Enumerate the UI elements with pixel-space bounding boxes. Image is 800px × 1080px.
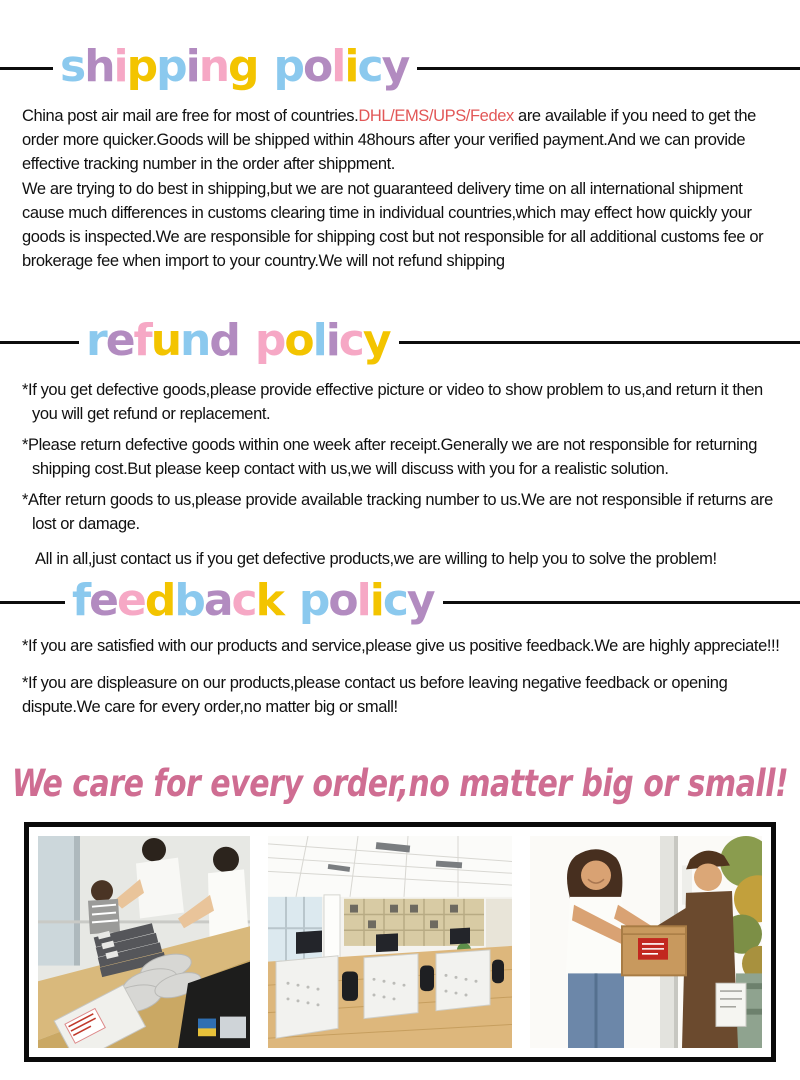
refund-policy-title: refund policy [86, 315, 390, 366]
refund-item: *Please return defective goods within one week after receipt.Generally we are not responsible for returning shipping cost.But please keep contact with us,we will discuss with you for a realistic solution. [22, 436, 757, 478]
shipping-section-header [0, 36, 800, 100]
refund-item: *If you get defective goods,please provide effective picture or video to show problem to us,and return it then you will get refund or replacement. [22, 381, 763, 423]
divider-line [0, 341, 79, 344]
refund-policy-text [22, 378, 780, 578]
shipping-policy-text [22, 104, 780, 274]
shipping-paragraph: We are trying to do best in shipping,but we are not guaranteed delivery time on all international shipment cause much differences in customs clearing time in individual countries,which may effect how quickly your goods is inspected.We are responsible for shipping cost but not responsible for all additional customs fee or brokerage fee when import to your country.We will not refund shipping [22, 180, 764, 270]
shipping-paragraph: China post air mail are free for most of countries.DHL/EMS/UPS/Fedex are available if you need to get the order more quicker.Goods will be shipped within 48hours after your verified payment.And we can provide effective tracking number in the order after shippment. [22, 107, 756, 173]
feedback-item: *If you are displeasure on our products,please contact us before leaving negative feedback or opening dispute.We care for every order,no matter big or small! [22, 674, 728, 716]
warehouse-packing-illustration [38, 836, 250, 1048]
refund-item: *After return goods to us,please provide available tracking number to us.We are not responsible if returns are lost or damage. [22, 491, 773, 533]
feedback-policy-text [22, 634, 780, 732]
divider-line [417, 67, 800, 70]
feedback-policy-title: feedback policy [72, 575, 434, 626]
feedback-section-header [0, 570, 800, 634]
photo-strip-frame [24, 822, 776, 1062]
delivery-handoff-photo [530, 836, 762, 1048]
warehouse-packing-photo [38, 836, 250, 1048]
feedback-item: *If you are satisfied with our products and service,please give us positive feedback.We are highly appreciate!!! [22, 637, 780, 655]
office-interior-illustration [268, 836, 512, 1048]
office-interior-photo [268, 836, 512, 1048]
divider-line [443, 601, 800, 604]
delivery-handoff-illustration [530, 836, 762, 1048]
divider-line [399, 341, 800, 344]
refund-section-header [0, 310, 800, 374]
divider-line [0, 67, 53, 70]
refund-item: All in all,just contact us if you get defective products,we are willing to help you to solve the problem! [35, 550, 717, 568]
care-tagline: We care for every order,no matter big or small! [11, 762, 789, 806]
divider-line [0, 601, 65, 604]
shipping-policy-title: shipping policy [60, 41, 409, 92]
